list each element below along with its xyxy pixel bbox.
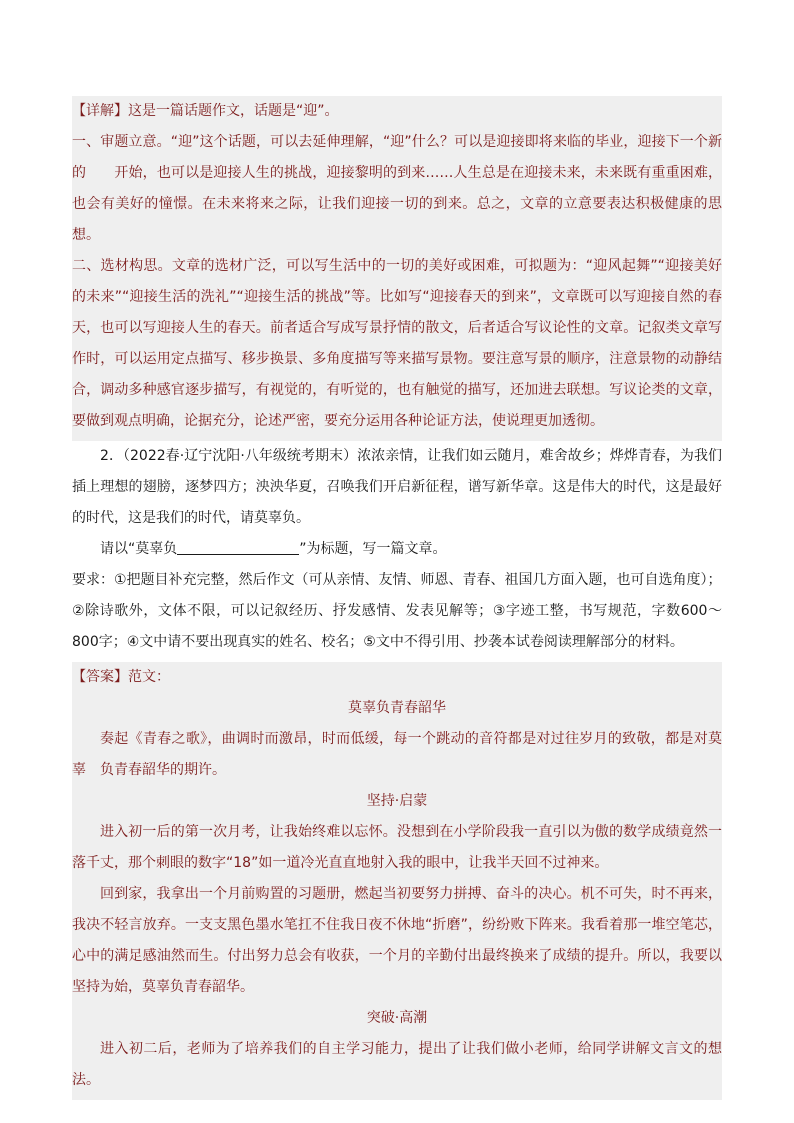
question-section bbox=[72, 441, 722, 662]
analysis-section bbox=[72, 96, 722, 441]
essay-paragraph-1: 奏起《青春之歌》，曲调时而激昂，时而低缓，每一个跳动的音符都是对过往岁月的致敬，都是对莫辜 负青春韶华的期许。 bbox=[72, 731, 722, 778]
answer-label-rest: 范文： bbox=[128, 669, 170, 685]
answer-label: 【答案】 bbox=[72, 669, 128, 685]
prompt-after: ”为标题，写一篇文章。 bbox=[299, 541, 447, 557]
title-blank bbox=[177, 540, 299, 555]
document-page bbox=[72, 96, 764, 1100]
analysis-intro-text: 这是一篇话题作文，话题是“迎”。 bbox=[128, 103, 339, 119]
analysis-label: 【详解】 bbox=[72, 103, 128, 119]
question-number: 2． bbox=[100, 448, 123, 464]
question-prompt bbox=[72, 534, 722, 565]
essay-paragraph-3: 回到家，我拿出一个月前购置的习题册，燃起当初要努力拼搏、奋斗的决心。机不可失，时不再来，我决不轻言放弃。一支支黑色墨水笔扛不住我日夜不休地“折磨”，纷纷败下阵来。我看着那一堆空笔芯，心中的满足感油然而生。付出努力总会有收获，一个月的辛勤付出最终换来了成绩的提升。所以，我要以坚持为始，莫辜负青春韶华。 bbox=[72, 886, 722, 995]
essay-paragraph-2: 进入初一后的第一次月考，让我始终难以忘怀。没想到在小学阶段我一直引以为傲的数学成绩竟然一 落千丈，那个刺眼的数字“18”如一道冷光直直地射入我的眼中，让我半天回不过神来。 bbox=[72, 824, 764, 871]
analysis-paragraph-2: 二、选材构思。文章的选材广泛，可以写生活中的一切的美好或困难，可拟题为：“迎风起舞”“迎接美好的未来”“迎接生活的洗礼”“迎接生活的挑战”等。比如写“迎接春天的到来”，文章既可以写迎接自然的春天，也可以写迎接人生的春天。前者适合写成写景抒情的散文，后者适合写议论性的文章。记叙类文章写作时，可以运用定点描写、移步换景、多角度描写等来描写景物。要注意写景的顺序，注意景物的动静结合，调动多种感官逐步描写，有视觉的，有听觉的，也有触觉的描写，还加进去联想。写议论类的文章，要做到观点明确，论据充分，论述严密，要充分运用各种论证方法，使说理更加透彻。 bbox=[72, 258, 722, 429]
requirement-1: 要求：①把题目补充完整，然后作文（可从亲情、友情、师恩、青春、祖国几方面入题，也可自选角度）； bbox=[72, 572, 722, 588]
essay-title: 莫辜负青春韶华 bbox=[348, 700, 446, 716]
prompt-before: 请以“莫辜负 bbox=[100, 541, 178, 557]
answer-label-line bbox=[72, 662, 722, 693]
essay-heading-2: 突破·高潮 bbox=[366, 1010, 428, 1026]
essay-heading-1: 坚持·启蒙 bbox=[366, 793, 428, 809]
answer-section bbox=[72, 662, 764, 1100]
analysis-intro bbox=[72, 96, 722, 127]
analysis-paragraph-1: 一、审题立意。“迎”这个话题，可以去延伸理解，“迎”什么？可以是迎接即将来临的毕业，迎接下一个新的 开始，也可以是迎接人生的挑战，迎接黎明的到来……人生总是在迎接未来，未来既有重重困难，也会有美好的憧憬。在未来将来之际，让我们迎接一切的到来。总之，文章的立意要表达积极健康的思想。 bbox=[72, 134, 722, 243]
essay-paragraph-4: 进入初二后，老师为了培养我们的自主学习能力，提出了让我们做小老师，给同学讲解文言文的想法。 bbox=[72, 1041, 722, 1088]
question-source: （2022春·辽宁沈阳·八年级统考期末） bbox=[122, 448, 358, 464]
question-stem-text: 浓浓亲情，让我们如云随月，难舍故乡；烨烨青春，为我们插上理想的翅膀，逐梦四方；泱泱华夏，召唤我们开启新征程，谱写新华章。这是伟大的时代，这是最好的时代，这是我们的时代，请莫辜负。 bbox=[72, 448, 723, 526]
question-stem bbox=[72, 441, 722, 534]
requirement-2: ②除诗歌外，文体不限，可以记叙经历、抒发感情、发表见解等；③字迹工整，书写规范，字数600～800字；④文中请不要出现真实的姓名、校名；⑤文中不得引用、抄袭本试卷阅读理解部分的材料。 bbox=[72, 603, 722, 650]
